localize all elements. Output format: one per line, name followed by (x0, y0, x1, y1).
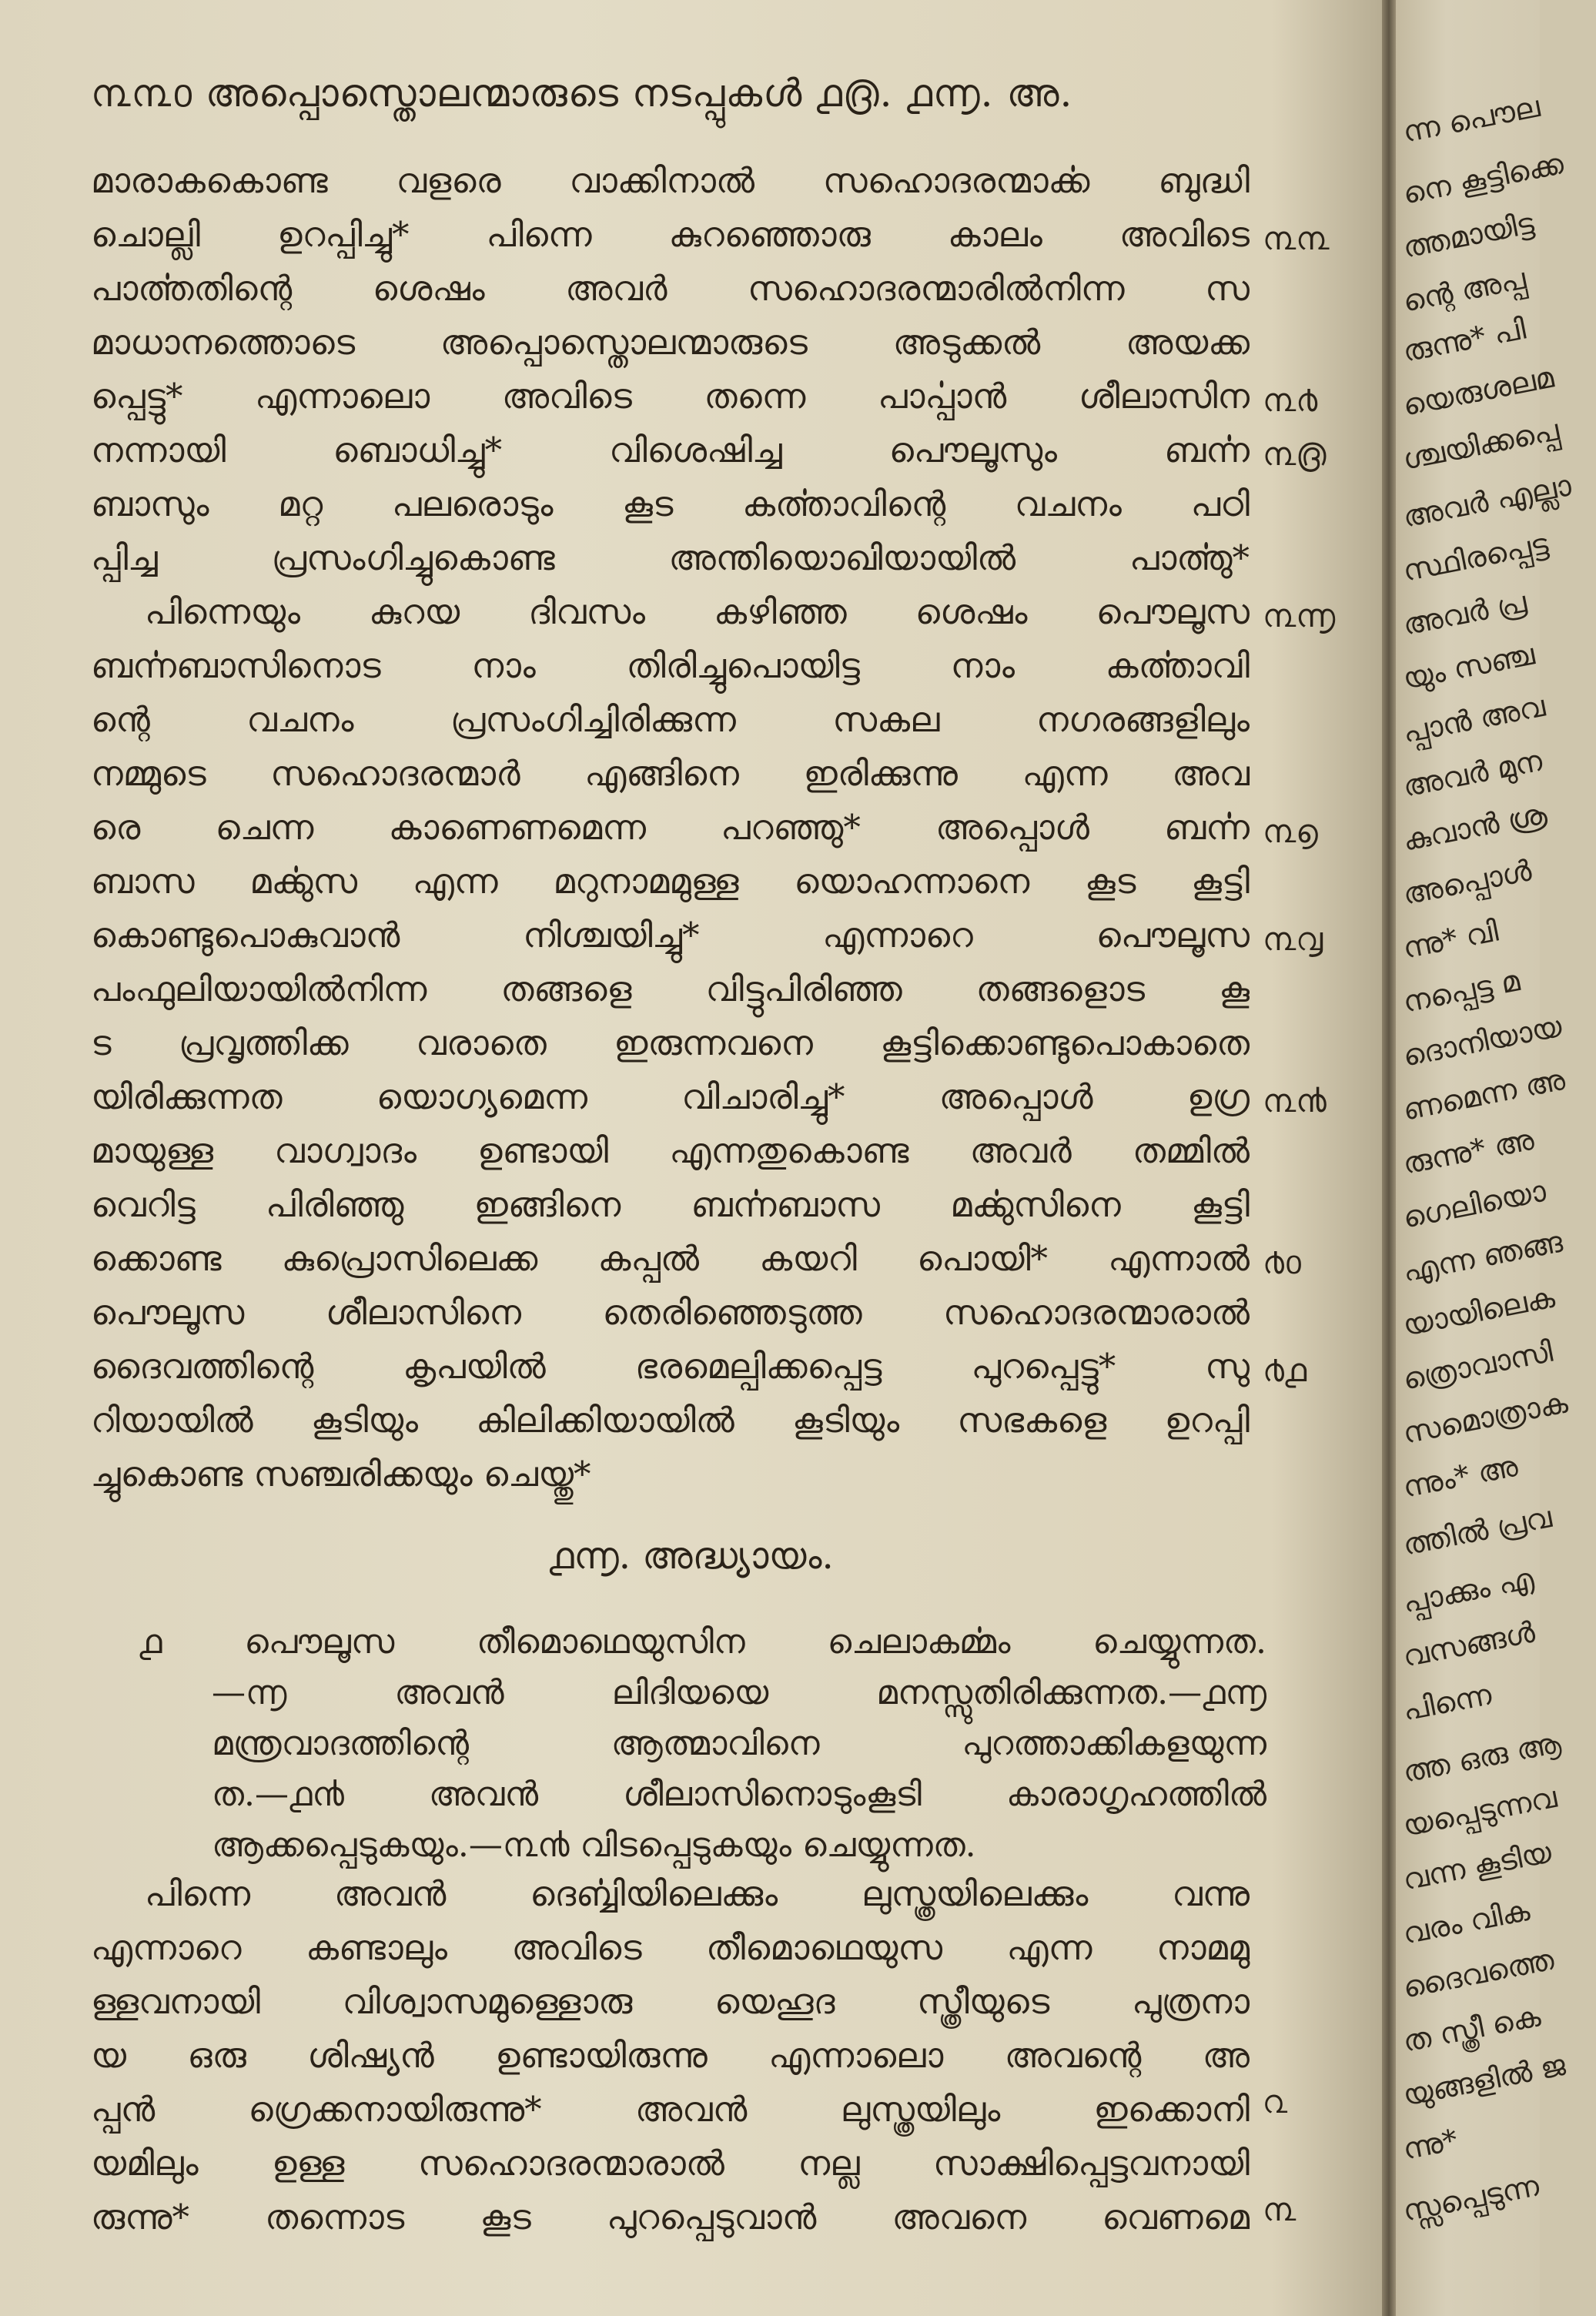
adjacent-text-fragment: കുവാൻ ശ്ര (1400, 796, 1550, 858)
adjacent-text-fragment: ന്നു* (1400, 2122, 1460, 2167)
text-line: ചൊല്ലി ഉറപ്പിച്ചു* പിന്നെ കുറഞ്ഞൊരു കാലം അവിടെ (91, 214, 1250, 255)
summary-line: ൧ പൌലൂസ തീമൊഥെയുസിന ചെലാകൎമ്മം ചെയ്യുന്നത. (139, 1622, 1266, 1662)
text-line: യ ഒരു ശിഷ്യൻ ഉണ്ടായിരുന്നു എന്നാലൊ അവന്റെ അ (91, 2035, 1250, 2076)
adjacent-text-fragment: യെരുശലമ (1400, 360, 1557, 423)
summary-line: ആക്കപ്പെടുകയും.—൩൯ വിടപ്പെടുകയും ചെയ്യുന്നത. (212, 1826, 976, 1865)
chapter-summary (96, 1617, 1266, 1871)
adjacent-text-fragment: നെ കൂട്ടിക്കെ (1400, 146, 1567, 211)
adjacent-text-fragment: വന്ന കൂടിയ (1400, 1835, 1554, 1897)
adjacent-text-fragment: ത്തമായിട്ട (1400, 206, 1537, 265)
adjacent-text-fragment: ത്രൊവാസി (1400, 1334, 1556, 1397)
text-line: പ്പിച്ച പ്രസംഗിച്ചുകൊണ്ട അന്തിയൊഖിയായിൽ പാൎത്തു* (91, 537, 1250, 578)
summary-line: മന്ത്രവാദത്തിന്റെ ആത്മാവിനെ പുറത്താക്കികളയുന്ന (212, 1724, 1266, 1763)
text-line: റിയായിൽ കൂടിയും കിലിക്കിയായിൽ കൂടിയും സഭകളെ ഉറപ്പി (91, 1400, 1250, 1441)
verse-number: ൩൩ (1263, 219, 1330, 257)
adjacent-text-fragment: രുന്നു* പി (1400, 311, 1529, 369)
summary-line: ത.—൧൯ അവൻ ശീലാസിനൊടുംകൂടി കാരാഗൃഹത്തിൽ (212, 1775, 1266, 1814)
running-head: ൩൩൦ അപ്പൊസ്തൊലന്മാരുടെ നടപ്പുകൾ ൧൫. ൧൬. അ. (91, 71, 1073, 115)
text-line: പ്പൻ ഗ്രെക്കനായിരുന്നു* അവൻ ലുസ്ത്രയിലും ഇക്കൊനി (91, 2089, 1250, 2130)
chapter-title: ൧൬. അദ്ധ്യായം. (548, 1535, 834, 1578)
adjacent-text-fragment: ന്നും* അ (1400, 1448, 1521, 1504)
adjacent-text-fragment: ഗെലിയൊ (1400, 1173, 1549, 1235)
text-line: പിന്നെയും കുറയ ദിവസം കഴിഞ്ഞ ശെഷം പൌലൂസ (145, 591, 1250, 632)
book-gutter (1382, 0, 1396, 2316)
adjacent-text-fragment: യപ്പെടുന്നവ (1400, 1779, 1560, 1843)
adjacent-text-fragment: ശ്ചയിക്കപ്പെ (1400, 413, 1562, 477)
adjacent-page (1396, 0, 1574, 2316)
text-line: പിന്നെ അവൻ ദെൎബ്ബിയിലെക്കും ലുസ്ത്രയിലെക്കും വന്നു (145, 1873, 1250, 1914)
adjacent-text-fragment: അപ്പൊൾ (1400, 853, 1534, 912)
text-line: പ്പെട്ടു* എന്നാലൊ അവിടെ തന്നെ പാൎപ്പാൻ ശീലാസിന (91, 376, 1250, 417)
text-line: മാധാനത്തൊടെ അപ്പൊസ്തൊലന്മാരുടെ അടുക്കൽ അയക്ക (91, 322, 1250, 363)
verse-number: ൨ (1263, 2083, 1288, 2120)
text-line: മായുള്ള വാഗ്വാദം ഉണ്ടായി എന്നതുകൊണ്ട അവർ തമ്മിൽ (91, 1130, 1250, 1171)
adjacent-text-fragment: പിന്നെ (1400, 1677, 1494, 1728)
adjacent-text-fragment: അവർ പ്ര (1400, 584, 1530, 642)
text-line: രെ ചെന്ന കാണെണമെന്ന പറഞ്ഞു* അപ്പൊൾ ബൎന്ന (91, 807, 1250, 848)
verse-number: ൩ (1263, 2190, 1297, 2228)
adjacent-text-fragment: വസങ്ങൾ (1400, 1615, 1538, 1674)
adjacent-text-fragment: യായിലെക (1400, 1280, 1558, 1343)
verse-number: ൩൬ (1263, 597, 1336, 634)
text-line: ബാസും മറ്റ പലരൊടും കൂട കൎത്താവിന്റെ വചനം പഠി (91, 484, 1250, 524)
adjacent-text-fragment: വരം വിക (1400, 1893, 1533, 1951)
adjacent-text-fragment: ന്റെ അപ്പ (1400, 261, 1529, 319)
text-line: കൊണ്ടുപൊകുവാൻ നിശ്ചയിച്ചു* എന്നാറെ പൌലൂസ (91, 915, 1250, 956)
text-line: ച്ചുകൊണ്ട സഞ്ചരിക്കയും ചെയ്തു* (91, 1454, 591, 1494)
text-line: മാരാകകൊണ്ട വളരെ വാക്കിനാൽ സഹൊദരന്മാൎക്ക ബുദ്ധി (91, 160, 1250, 201)
main-text (91, 154, 1250, 1501)
verse-number: ൩൯ (1263, 1082, 1327, 1120)
summary-line: —൬ അവൻ ലിദിയയെ മനസ്സുതിരിക്കുന്നത.—൧൬ (212, 1673, 1266, 1712)
adjacent-text-fragment: യുങ്ങളിൽ ജ (1400, 2047, 1568, 2113)
verse-number: ൪൧ (1263, 1351, 1307, 1389)
verse-number: ൩൫ (1263, 435, 1327, 473)
text-line: പൌലൂസ ശീലാസിനെ തെരിഞ്ഞെടുത്ത സഹൊദരന്മാരാൽ (91, 1292, 1250, 1333)
text-line: രുന്നു* തന്നൊട കൂട പുറപ്പെടുവാൻ അവനെ വെണമെ (91, 2197, 1250, 2237)
adjacent-text-fragment: പ്പാക്കും എ (1400, 1561, 1537, 1620)
adjacent-text-fragment: സ്സപ്പെടുന്ന (1400, 2168, 1542, 2228)
paragraph-1 (91, 154, 1250, 585)
adjacent-text-fragment: എന്ന ഞങ്ങ (1400, 1224, 1565, 1289)
adjacent-text-fragment: രുന്നു* അ (1400, 1122, 1537, 1181)
text-line: എന്നാറെ കണ്ടാലും അവിടെ തീമൊഥെയുസ എന്ന നാമമു (91, 1927, 1250, 1968)
text-line: ള്ളവനായി വിശ്വാസമുള്ളൊരു യെഹൂദ സ്ത്രീയുടെ പുത്രനാ (91, 1981, 1250, 2022)
text-line: ട പ്രവൃത്തിക്ക വരാതെ ഇരുന്നവനെ കൂട്ടിക്കൊണ്ടുപൊകാതെ (91, 1022, 1250, 1063)
adjacent-text-fragment: യും സഞ്ച (1400, 637, 1537, 696)
adjacent-text-fragment: ത്ത ഒരു ആ (1400, 1725, 1564, 1789)
text-line: ബൎന്നബാസിനൊട നാം തിരിച്ചുപൊയിട്ട നാം കൎത്താവി (91, 645, 1250, 686)
text-line: പംഫുലിയായിൽനിന്ന തങ്ങളെ വിട്ടുപിരിഞ്ഞ തങ്ങളൊട കൂ (91, 969, 1250, 1009)
adjacent-text-fragment: ത സ്ത്രീ കെ (1400, 1998, 1544, 2059)
verse-number: ൩൮ (1263, 920, 1323, 958)
text-line: ക്കൊണ്ട കുപ്രൊസിലെക്ക കപ്പൽ കയറി പൊയി* എന്നാൽ (91, 1238, 1250, 1279)
adjacent-text-fragment: സ്ഥിരപ്പെട്ട (1400, 527, 1551, 588)
text-line: യിരിക്കുന്നത യൊഗ്യമെന്ന വിചാരിച്ചു* അപ്പൊൾ ഉഗ്ര (91, 1076, 1250, 1117)
text-line: ന്റെ വചനം പ്രസംഗിച്ചിരിക്കുന്ന സകല നഗരങ്ങളിലും (91, 699, 1250, 740)
adjacent-text-fragment: ദൈവത്തെ (1400, 1942, 1557, 2005)
adjacent-text-fragment: നപ്പെട്ട മ (1400, 963, 1523, 1019)
paragraph-3 (91, 1867, 1250, 2244)
verse-number: ൩൭ (1263, 812, 1318, 850)
adjacent-text-fragment: സമൊത്രാക (1400, 1385, 1571, 1451)
text-line: നമ്മുടെ സഹൊദരന്മാർ എങ്ങിനെ ഇരിക്കുന്നു എന്ന അവ (91, 753, 1250, 794)
verse-number: ൩൪ (1263, 381, 1318, 419)
adjacent-text-fragment: പ്പാൻ അവ (1400, 688, 1548, 750)
adjacent-text-fragment: അവർ എല്ലാ (1400, 468, 1574, 534)
adjacent-text-fragment: ത്തിൽ പ്രവ (1400, 1500, 1554, 1562)
text-line: നന്നായി ബൊധിച്ചു* വിശെഷിച്ച പൌലൂസും ബൎന്ന (91, 430, 1250, 470)
text-line: വെറിട്ട പിരിഞ്ഞു ഇങ്ങിനെ ബൎന്നബാസ മൎക്കുസിനെ കൂട്ടി (91, 1184, 1250, 1225)
text-line: പാൎത്തതിന്റെ ശെഷം അവർ സഹൊദരന്മാരിൽനിന്ന സ (91, 268, 1250, 309)
verse-number: ൪൦ (1263, 1243, 1301, 1281)
adjacent-text-fragment: ദൊനിയായ (1400, 1009, 1565, 1073)
adjacent-text-fragment: അവർ മുന (1400, 743, 1545, 804)
adjacent-text-fragment: ന്ന പൌല (1400, 89, 1543, 149)
text-line: ബാസ മൎക്കുസ എന്ന മറുനാമമുള്ള യൊഹന്നാനെ കൂട കൂട്ടി (91, 861, 1250, 902)
text-line: ദൈവത്തിന്റെ കൃപയിൽ ഭരമെല്പിക്കപ്പെട്ട പുറപ്പെട്ടു* സു (91, 1346, 1250, 1387)
adjacent-text-fragment: ന്നു* വി (1400, 913, 1501, 966)
text-line: യമിലും ഉള്ള സഹൊദരന്മാരാൽ നല്ല സാക്ഷിപ്പെട്ടവനായി (91, 2143, 1250, 2184)
paragraph-2 (91, 585, 1250, 1501)
adjacent-text-fragment: ണമെന്ന അ (1400, 1062, 1568, 1127)
